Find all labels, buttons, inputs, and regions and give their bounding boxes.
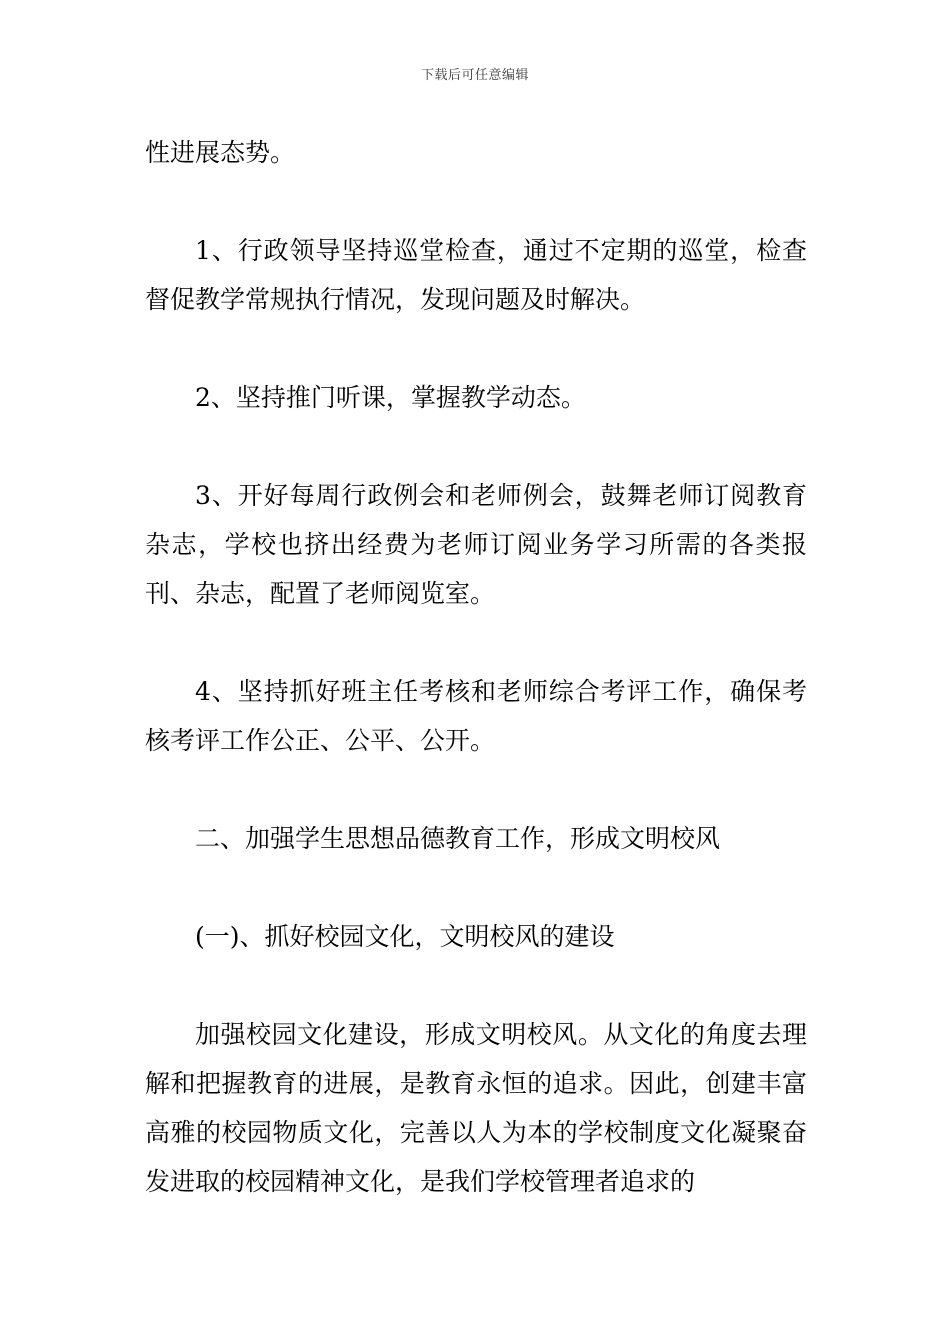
subsection-heading: (一)、抓好校园文化，文明校风的建设 — [195, 922, 615, 951]
paragraph-item-2: 2、坚持推门听课，掌握教学动态。 — [195, 383, 586, 412]
paragraph-item-4: 4、坚持抓好班主任考核和老师综合考评工作，确保考核考评工作公正、公平、公开。 — [145, 677, 807, 755]
paragraph-item-1: 1、行政领导坚持巡堂检查，通过不定期的巡堂，检查督促教学常规执行情况，发现问题及时解决。 — [145, 236, 807, 314]
section-heading: 二、加强学生思想品德教育工作，形成文明校风 — [195, 824, 721, 853]
page-header-note: 下载后可任意编辑 — [420, 68, 529, 83]
paragraph-body: 加强校园文化建设，形成文明校风。从文化的角度去理解和把握教育的进展，是教育永恒的追求。因此，创建丰富高雅的校园物质文化，完善以人为本的学校制度文化凝聚奋发进取的校园精神文化，是我们学校管理者追求的 — [145, 1020, 807, 1196]
document-body — [145, 128, 807, 1206]
paragraph-continuation: 性进展态势。 — [145, 138, 296, 167]
paragraph-item-3: 3、开好每周行政例会和老师例会，鼓舞老师订阅教育杂志，学校也挤出经费为老师订阅业务学习所需的各类报刊、杂志，配置了老师阅览室。 — [145, 481, 807, 608]
